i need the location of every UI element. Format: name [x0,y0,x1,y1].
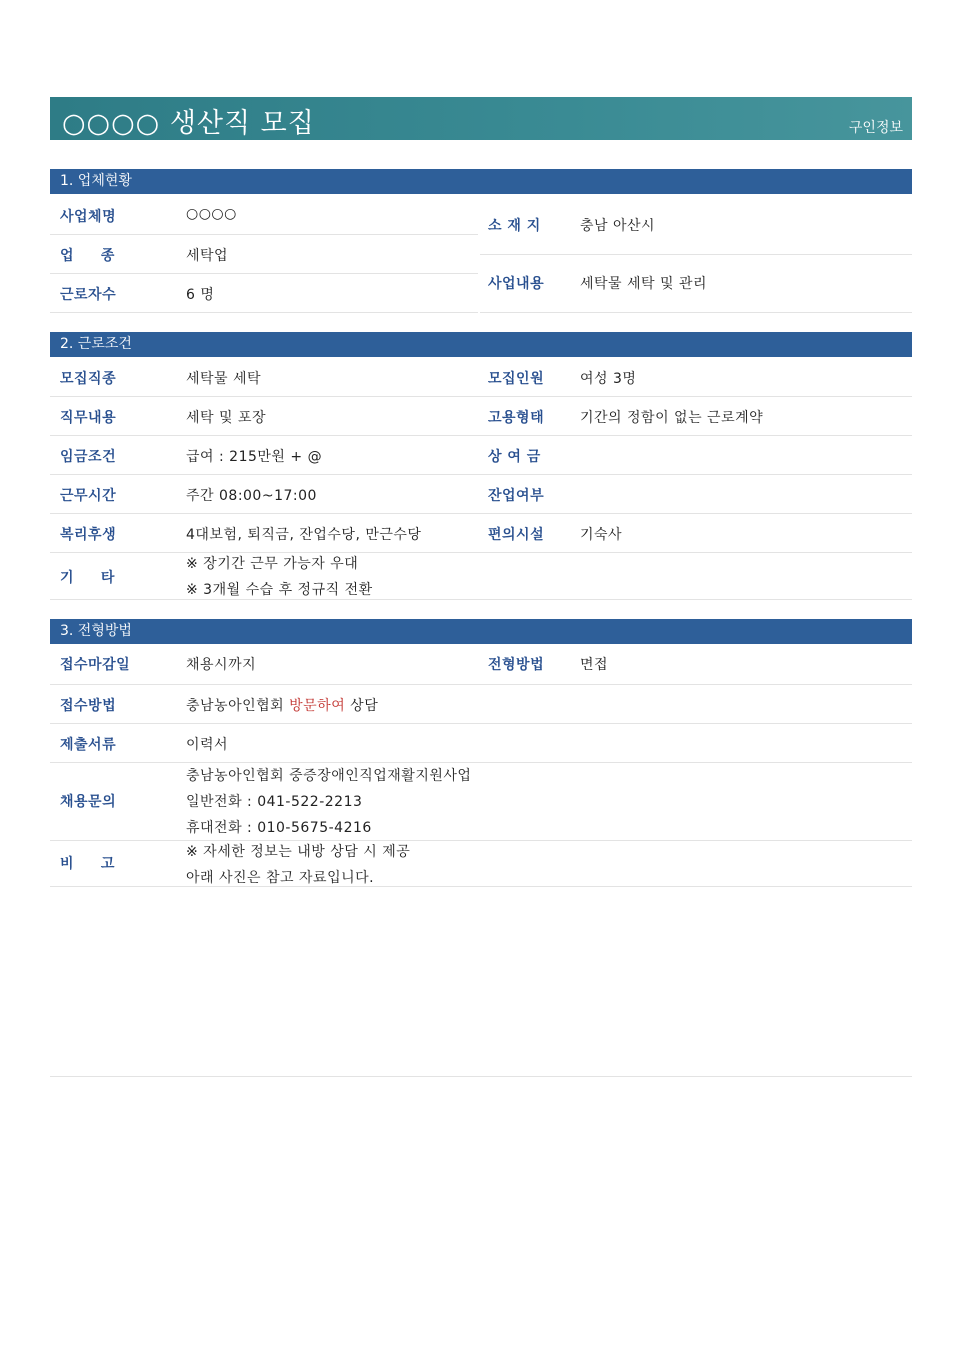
condition-right-label: 모집인원 [488,371,545,387]
industry-label: 업 종 [60,248,115,264]
row-conditions [50,436,912,475]
condition-label: 근무시간 [60,488,117,504]
condition-right-label: 상 여 금 [488,449,541,465]
condition-label: 모집직종 [60,371,117,387]
company-label: 사업체명 [60,209,117,225]
row-contact [50,763,912,841]
apply-text: 충남농아인협회 [186,698,290,714]
section-heading-selection: 3. 전형방법 [50,619,912,644]
condition-label: 직무내용 [60,410,117,426]
location-value: 충남 아산시 [580,218,656,234]
apply-highlight: 방문하여 [289,698,346,714]
etc-line: ※ 장기간 근무 가능자 우대 [186,556,359,572]
condition-value: 세탁물 세탁 [186,371,262,387]
condition-value: 4대보험, 퇴직금, 잔업수당, 만근수당 [186,527,422,543]
industry-value: 세탁업 [186,248,229,264]
page-subtitle: 구인정보 [848,120,903,136]
condition-label: 복리후생 [60,527,117,543]
row-documents [50,724,912,763]
row-industry [50,235,478,274]
row-note [50,841,912,887]
documents-label: 제출서류 [60,737,117,753]
photo-area [50,887,912,1077]
row-deadline [50,645,912,685]
method-label: 전형방법 [488,657,545,673]
condition-right-label: 편의시설 [488,527,545,543]
condition-right-label: 잔업여부 [488,488,545,504]
contact-line: 휴대전화 : 010-5675-4216 [186,820,372,836]
contact-line: 충남농아인협회 중증장애인직업재활지원사업 [186,768,472,784]
contact-label: 채용문의 [60,794,117,810]
method-value: 면접 [580,657,609,673]
deadline-value: 채용시까지 [186,657,257,673]
row-conditions [50,397,912,436]
condition-label: 임금조건 [60,449,117,465]
section-heading-conditions: 2. 근로조건 [50,332,912,357]
contact-line: 일반전화 : 041-522-2213 [186,794,363,810]
etc-label: 기 타 [60,570,115,586]
row-business [480,255,912,313]
note-line: 아래 사진은 참고 자료입니다. [186,870,375,886]
row-workers [50,274,478,313]
condition-right-label: 고용형태 [488,410,545,426]
note-line: ※ 자세한 정보는 내방 상담 시 제공 [186,844,411,860]
business-value: 세탁물 세탁 및 관리 [580,276,708,292]
row-etc [50,553,912,600]
deadline-label: 접수마감일 [60,657,131,673]
location-label: 소 재 지 [488,218,541,234]
condition-value: 급여 : 215만원 + @ [186,449,323,465]
condition-right-value: 여성 3명 [580,371,637,387]
row-location [480,196,912,255]
row-conditions [50,358,912,397]
condition-right-value: 기간의 정함이 없는 근로계약 [580,410,764,426]
condition-right-value: 기숙사 [580,527,623,543]
row-apply [50,685,912,724]
condition-value: 세탁 및 포장 [186,410,267,426]
company-value: ○○○○ [186,206,237,222]
documents-value: 이력서 [186,737,229,753]
title-bar [50,97,912,140]
note-label: 비 고 [60,856,115,872]
etc-line: ※ 3개월 수습 후 정규직 전환 [186,582,373,598]
apply-value [186,695,378,715]
apply-text-end: 상담 [345,698,379,714]
page-title: ○○○○ 생산직 모집 [62,108,315,139]
section-heading-company: 1. 업체현황 [50,169,912,194]
apply-label: 접수방법 [60,698,117,714]
condition-value: 주간 08:00~17:00 [186,488,317,504]
row-company-name [50,196,478,235]
workers-label: 근로자수 [60,287,117,303]
row-conditions [50,514,912,553]
row-conditions [50,475,912,514]
workers-value: 6 명 [186,287,215,303]
business-label: 사업내용 [488,276,545,292]
